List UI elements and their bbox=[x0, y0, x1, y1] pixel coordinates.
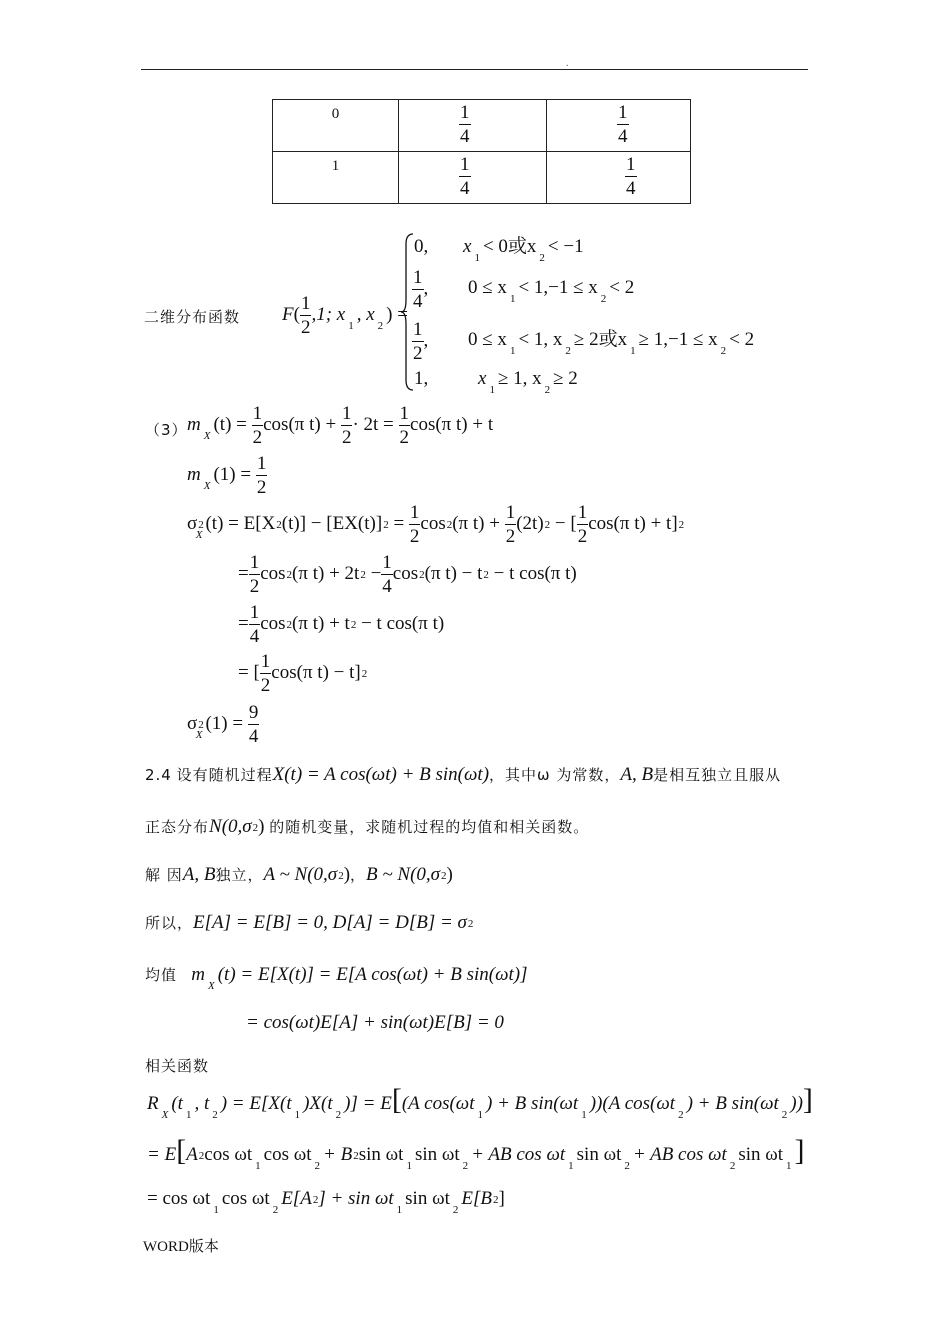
case-1: 0, $x_1< 0$或$x_2< -1$ bbox=[414, 236, 584, 264]
fraction: $\frac{1}{4}$ bbox=[618, 102, 628, 147]
curly-brace bbox=[400, 232, 414, 392]
variance-step-2: = $\frac{1}{4}$ cos2(π t) + t2 − t cos(π t) bbox=[238, 602, 445, 647]
case-2: $\frac{1}{4}$ , $0 \le x_1< 1,-1 \le x_2< 2$ bbox=[413, 267, 635, 312]
table-row bbox=[273, 152, 691, 204]
correlation-label: 相关函数 bbox=[145, 1057, 210, 1075]
row-label: 1 bbox=[331, 158, 340, 174]
correlation-line-1: $R_X(t_1$, $t_2) = E[X(t_1)X(t_2)] = E[(A$ $\cos(\omega t_1) + B$ $\sin(\omega t_1))(A$ $\cos(\omega t_2) + B$ $\sin(\omega t_2)$)] bbox=[147, 1083, 813, 1121]
footer-label: WORD版本 bbox=[143, 1239, 219, 1255]
variance-at-1: $\sigma 2_X(1)$ = $\frac{9}{4}$ bbox=[187, 702, 259, 747]
case-4: 1, $x_1\ge 1$, $x_2\ge 2$ bbox=[414, 368, 578, 396]
mean-eq: $m_X(t)$ = $\frac{1}{2}$ cos(π t) + $\frac{1}{2}$ · 2t = $\frac{1}{2}$ cos(π t) + t bbox=[187, 403, 494, 448]
table-row bbox=[273, 100, 691, 152]
solution-line-1: 解 因A, B独立，A ~ N(0,σ2)，B ~ N(0,σ2) bbox=[145, 864, 453, 885]
fraction: $\frac{1}{4}$ bbox=[460, 154, 470, 199]
probability-table bbox=[272, 99, 691, 204]
variance-step-1: = $\frac{1}{2}$ cos2(π t) + 2t2 − $\frac{1}{4}$ cos2(π t) − t2 − t cos(π t) bbox=[238, 552, 577, 597]
header-dot: . bbox=[566, 58, 569, 69]
problem-line-1: 2.4 设有随机过程X(t) = A cos(ωt) + B sin(ωt)，其中ω 为常数，A, B是相互独立且服从 bbox=[145, 764, 782, 785]
correlation-line-3: = $\cos \omega t_1\cos$ $\omega t_2E[A2] + \sin \omega t_1\sin$ $\omega t_2E[B2]$ bbox=[147, 1188, 505, 1216]
dist-lhs: F( $\frac{1}{2}$ ,1; $x_1$, $x_2$) = bbox=[282, 293, 408, 338]
variance-step-3: = [ $\frac{1}{2}$ cos(π t) − t]2 bbox=[238, 651, 368, 696]
mean-result: = cos(ωt)E[A] + sin(ωt)E[B] = 0 bbox=[246, 1012, 504, 1033]
case-3: $\frac{1}{2}$ , $0 \le x_1< 1$, $x_2\ge 2$或$x_1\ge 1,-1 \le x_2< 2$ bbox=[413, 319, 755, 364]
variance-eq: $\sigma 2_X(t) = E[X2(t)] - [EX(t)]2$ = $\frac{1}{2}$ cos2(π t) + $\frac{1}{2}$ (2t)2 − [ $\frac{1}{2}$ cos(π t) + t]2 bbox=[187, 502, 685, 547]
mean-at-1: $m_X(1)$ = $\frac{1}{2}$ bbox=[187, 453, 267, 498]
dist-label: 二维分布函数 bbox=[144, 308, 241, 326]
correlation-line-2: = E[A2cos $\omega t_1\cos$ $\omega t_2+ B2\sin$ $\omega t_1\sin$ $\omega t_2+$ AB $\cos \omega t_1\sin$ $\omega t_2+$ AB $\cos \omega t_2\sin$ $\omega t_1$ ] bbox=[147, 1134, 805, 1172]
header-rule bbox=[141, 69, 808, 70]
fraction: $\frac{1}{4}$ bbox=[626, 154, 636, 199]
solution-line-2: 所以，E[A] = E[B] = 0, D[A] = D[B] = σ2 bbox=[145, 912, 474, 933]
part3-label: （3） bbox=[145, 421, 188, 439]
mean-line: 均值 $m_X(t) = E[X(t)] = E[A$ cos(ωt) + B sin(ωt)] bbox=[145, 964, 528, 992]
problem-line-2: 正态分布N(0,σ2) 的随机变量，求随机过程的均值和相关函数。 bbox=[145, 816, 590, 837]
row-label: 0 bbox=[331, 106, 340, 122]
fraction: $\frac{1}{4}$ bbox=[460, 102, 470, 147]
